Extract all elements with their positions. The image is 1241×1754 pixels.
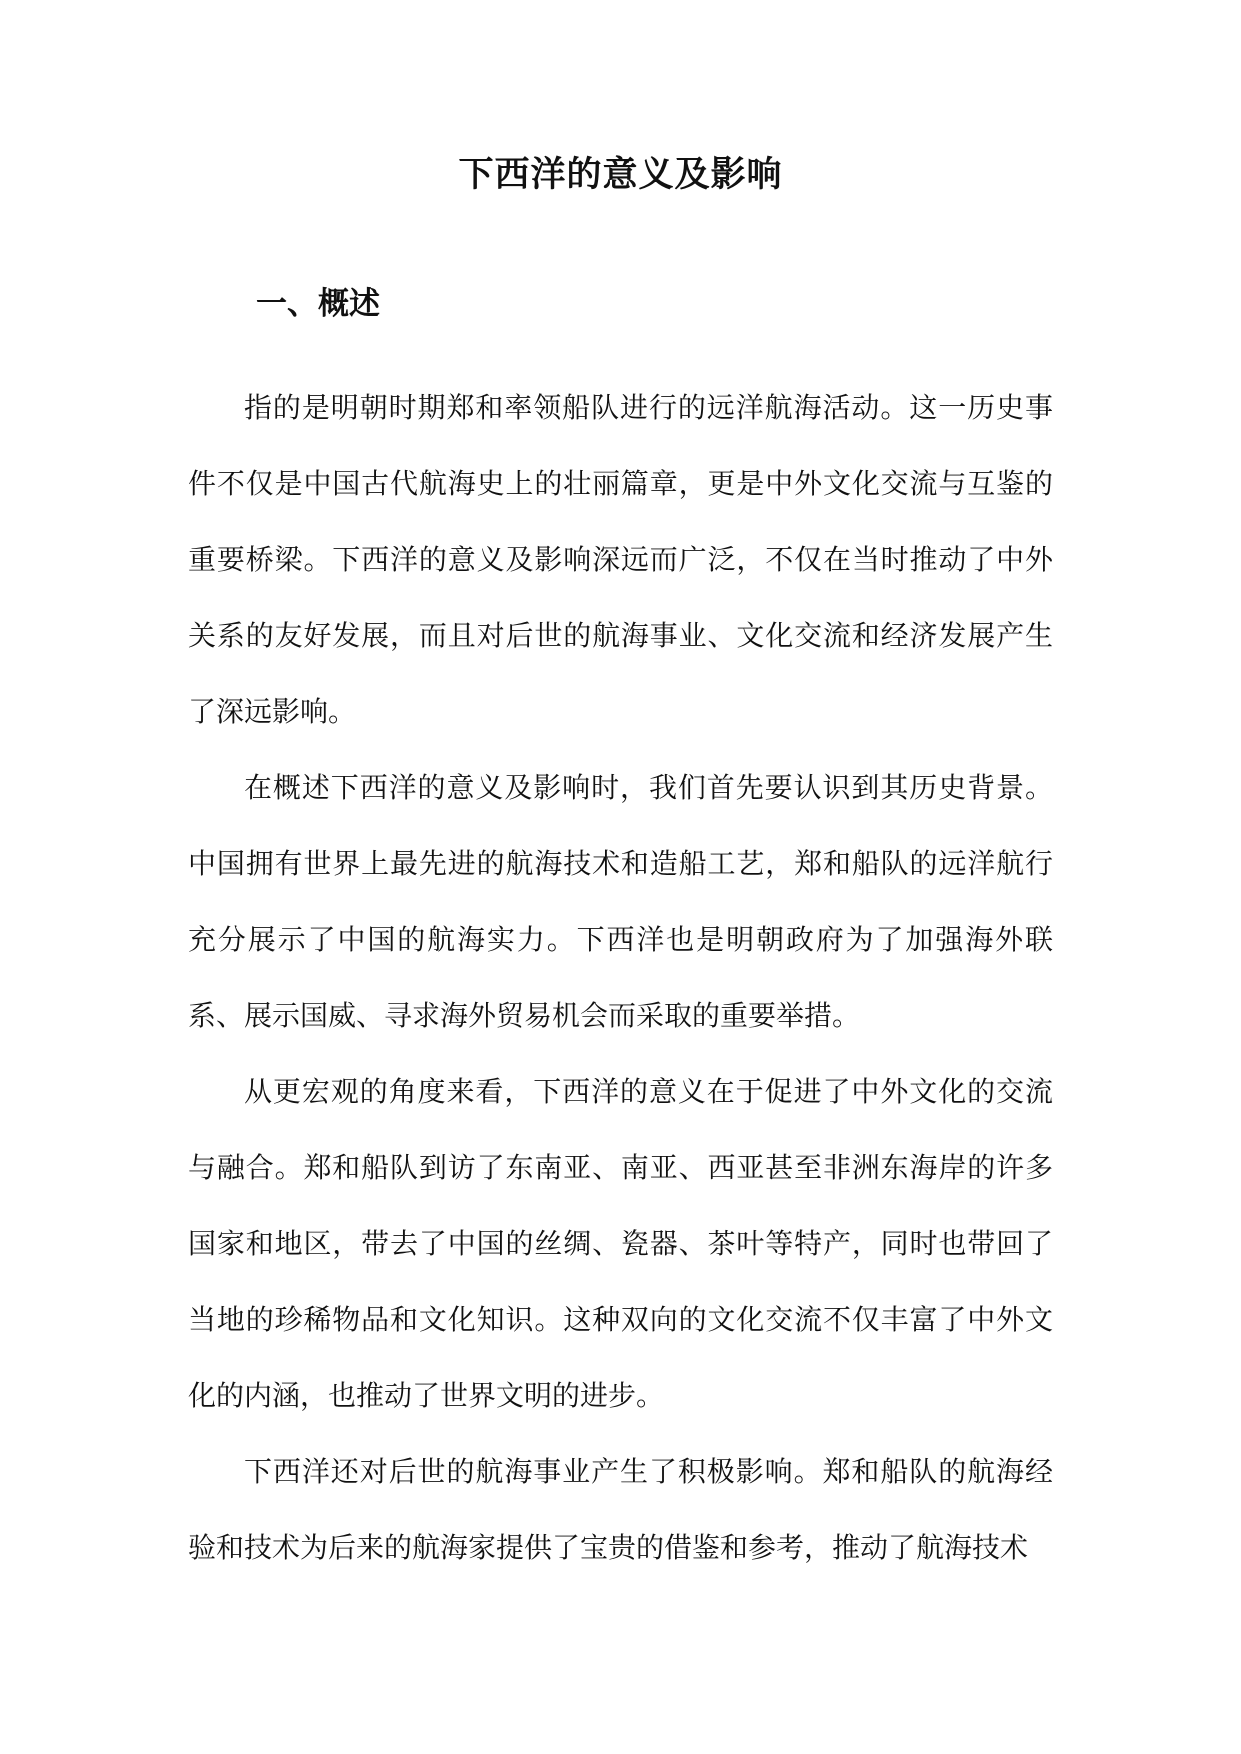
body-text: [188, 370, 1053, 1586]
paragraph-1: 指的是明朝时期郑和率领船队进行的远洋航海活动。这一历史事件不仅是中国古代航海史上的壮丽篇章，更是中外文化交流与互鉴的重要桥梁。下西洋的意义及影响深远而广泛，不仅在当时推动了中外关系的友好发展，而且对后世的航海事业、文化交流和经济发展产生了深远影响。: [188, 391, 1053, 728]
paragraph-3: 从更宏观的角度来看，下西洋的意义在于促进了中外文化的交流与融合。郑和船队到访了东南亚、南亚、西亚甚至非洲东海岸的许多国家和地区，带去了中国的丝绸、瓷器、茶叶等特产，同时也带回了当地的珍稀物品和文化知识。这种双向的文化交流不仅丰富了中外文化的内涵，也推动了世界文明的进步。: [188, 1075, 1053, 1412]
paragraph-4: 下西洋还对后世的航海事业产生了积极影响。郑和船队的航海经验和技术为后来的航海家提供了宝贵的借鉴和参考，推动了航海技术: [188, 1455, 1053, 1564]
paragraph-2: 在概述下西洋的意义及影响时，我们首先要认识到其历史背景。中国拥有世界上最先进的航海技术和造船工艺，郑和船队的远洋航行充分展示了中国的航海实力。下西洋也是明朝政府为了加强海外联系、展示国威、寻求海外贸易机会而采取的重要举措。: [188, 771, 1053, 1032]
document-title: 下西洋的意义及影响: [458, 154, 783, 195]
section-heading: 一、概述: [256, 286, 380, 322]
